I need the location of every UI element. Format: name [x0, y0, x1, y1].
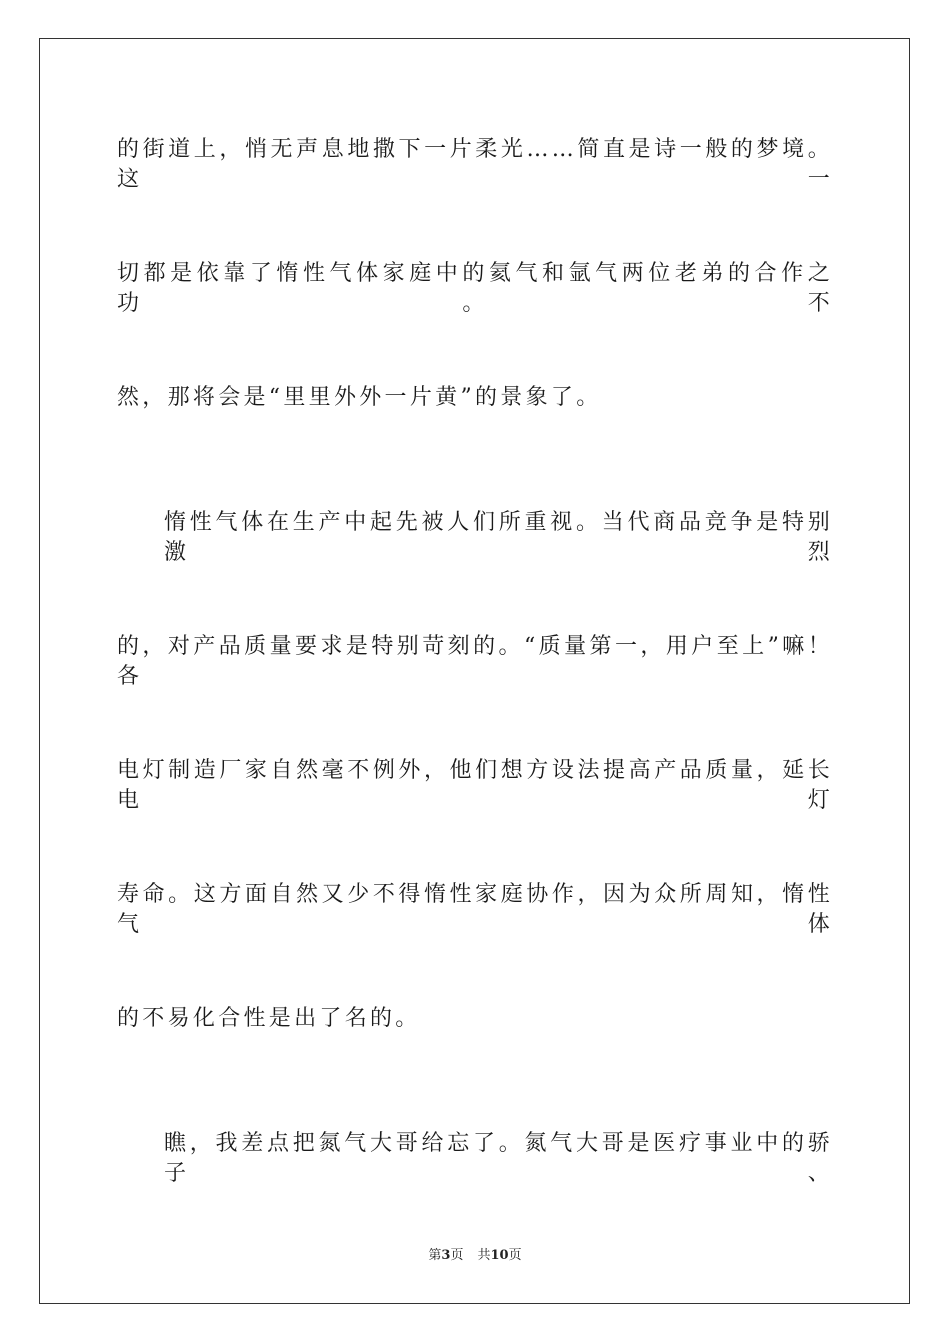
- text-line: 寿命。这方面自然又少不得惰性家庭协作，因为众所周知，惰性气体: [117, 882, 833, 937]
- page-number-label: 第3页: [428, 1248, 464, 1263]
- text-line: 的街道上，悄无声息地撒下一片柔光……简直是诗一般的梦境。这一: [117, 137, 833, 192]
- page-footer: [0, 1247, 950, 1265]
- text-line: 切都是依靠了惰性气体家庭中的氦气和氩气两位老弟的合作之功。不: [117, 261, 833, 316]
- text-line: 电灯制造厂家自然毫不例外，他们想方设法提高产品质量，延长电灯: [117, 758, 833, 813]
- paragraph-first-line: 瞧，我差点把氮气大哥给忘了。氮气大哥是医疗事业中的骄子、: [164, 1131, 833, 1186]
- text-line: 的，对产品质量要求是特别苛刻的。“质量第一，用户至上”嘛！各: [117, 634, 833, 689]
- text-line: 的不易化合性是出了名的。: [117, 1006, 421, 1031]
- paragraph-first-line: 惰性气体在生产中起先被人们所重视。当代商品竞争是特别激烈: [164, 510, 833, 565]
- total-pages-label: 共10页: [477, 1248, 522, 1263]
- text-line: 然，那将会是“里里外外一片黄”的景象了。: [117, 385, 602, 410]
